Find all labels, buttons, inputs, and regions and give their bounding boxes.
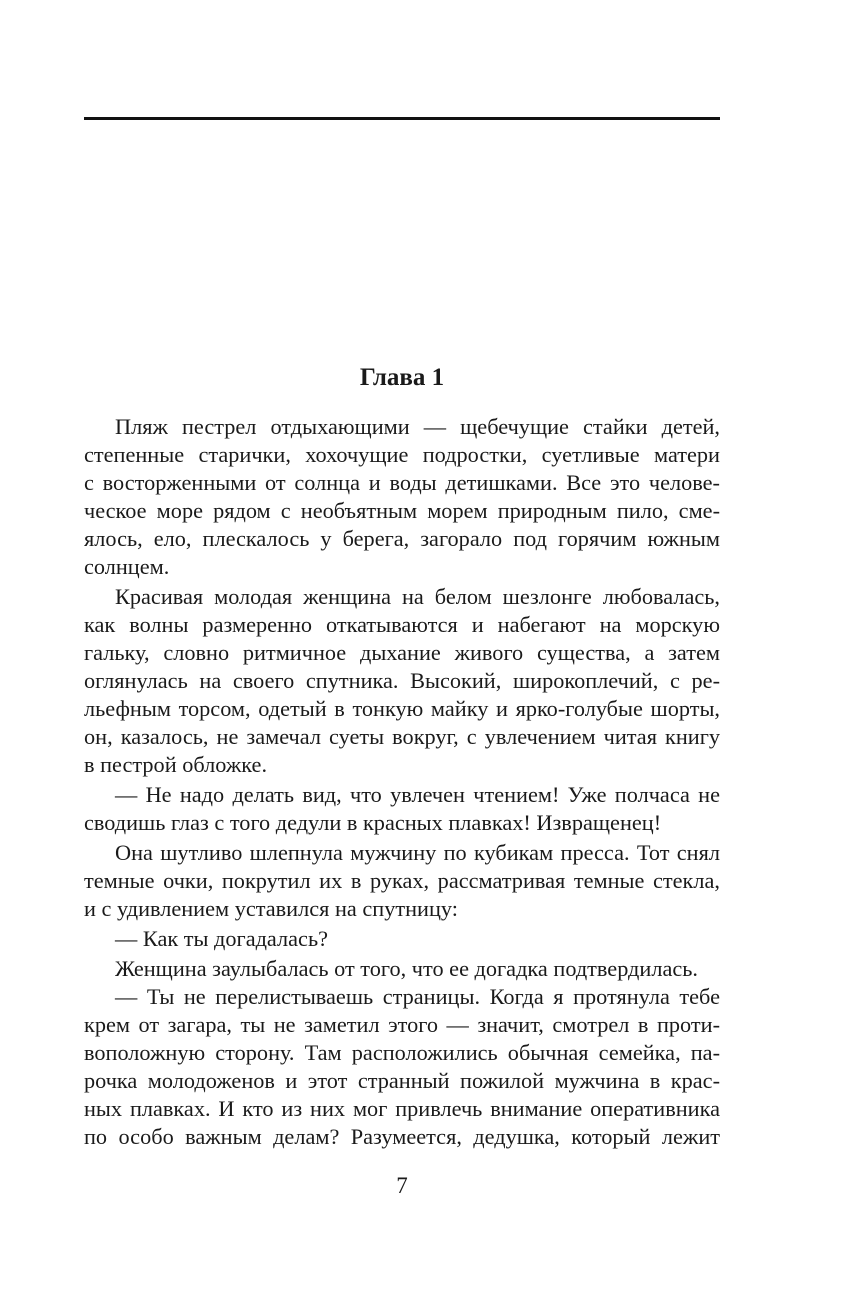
text-line: воположную сторону. Там расположились обычная семейка, па- [84,1040,720,1065]
text-line: ных плавках. И кто из них мог привлечь внимание оперативника [84,1096,720,1121]
text-line: как волны размеренно откатываются и набегают на морскую [84,612,720,637]
text-line: льефным торсом, одетый в тонкую майку и ярко-голубые шорты, [84,696,720,721]
text-line: рочка молодоженов и этот странный пожилой мужчина в крас- [84,1068,720,1093]
text-line: темные очки, покрутил их в руках, рассматривая темные стекла, [84,868,720,893]
header-rule [84,117,720,120]
text-line: по особо важным делам? Разумеется, дедушка, который лежит [84,1124,720,1149]
text-line: Она шутливо шлепнула мужчину по кубикам пресса. Тот снял [115,840,720,865]
text-line: Пляж пестрел отдыхающими — щебечущие стайки детей, [115,414,720,439]
text-line: оглянулась на своего спутника. Высокий, широкоплечий, с ре- [84,668,720,693]
text-line: и с удивлением уставился на спутницу: [84,896,458,921]
text-line: сводишь глаз с того дедули в красных плавках! Извращенец! [84,810,662,835]
text-line: Красивая молодая женщина на белом шезлонге любовалась, [115,584,720,609]
text-line: — Ты не перелистываешь страницы. Когда я протянула тебе [115,984,720,1009]
text-line: — Не надо делать вид, что увлечен чтением! Уже полчаса не [115,782,720,807]
text-line: крем от загара, ты не заметил этого — значит, смотрел в проти- [84,1012,720,1037]
text-line: степенные старички, хохочущие подростки, суетливые матери [84,442,720,467]
text-line: ялось, ело, плескалось у берега, загорало под горячим южным [84,526,720,551]
text-line: Женщина заулыбалась от того, что ее догадка подтвердилась. [115,956,698,981]
text-line: гальку, словно ритмичное дыхание живого существа, а затем [84,640,720,665]
text-line: в пестрой обложке. [84,752,268,777]
chapter-title: Глава 1 [359,364,445,391]
text-line: ческое море рядом с необъятным морем природным пило, сме- [84,498,720,523]
text-line: солнцем. [84,554,170,579]
text-line: с восторженными от солнца и воды детишками. Все это челове- [84,470,720,495]
page-number: 7 [396,1173,408,1198]
text-line: — Как ты догадалась? [115,926,329,951]
text-line: он, казалось, не замечал суеты вокруг, с увлечением читая книгу [84,724,720,749]
